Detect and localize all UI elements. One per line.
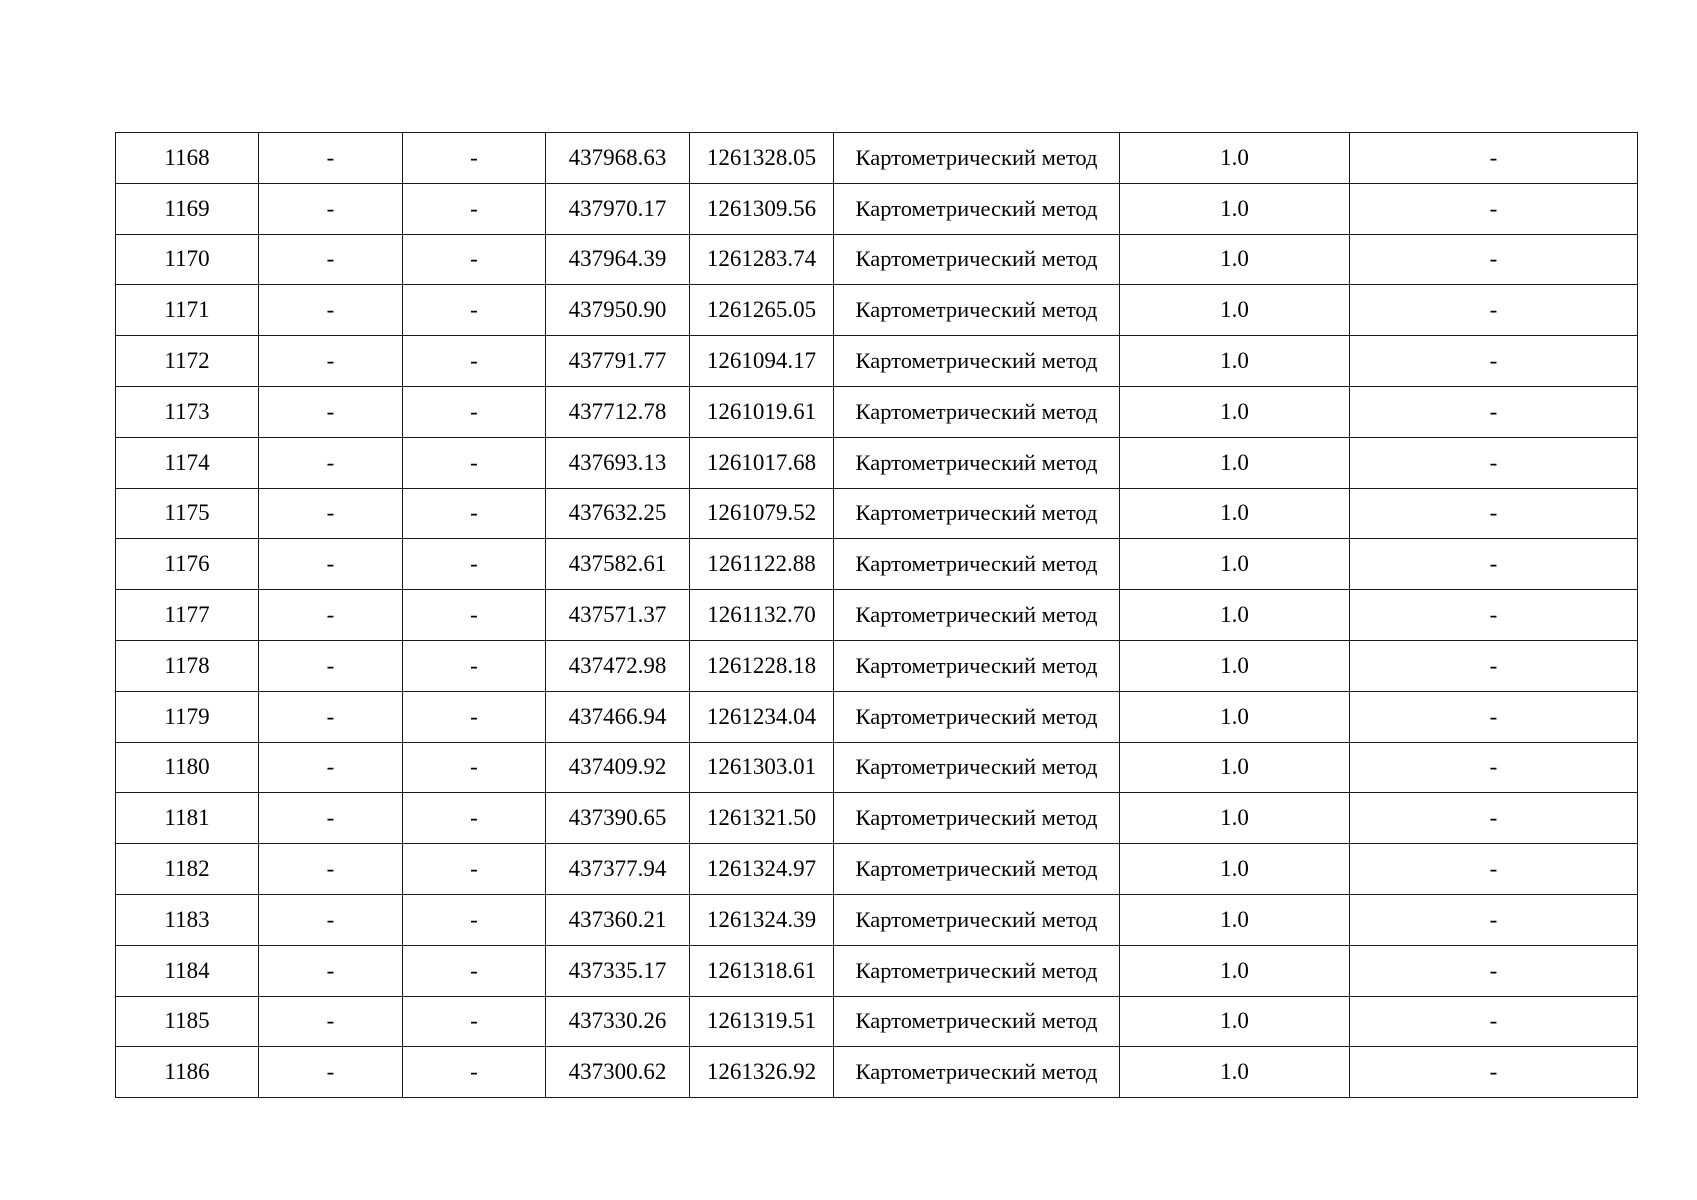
table-row (116, 133, 1638, 184)
x-coordinate-cell: 437950.90 (546, 285, 690, 336)
method-cell: Картометрический метод (834, 133, 1120, 184)
x-coordinate-cell: 437964.39 (546, 234, 690, 285)
point-number-cell: 1186 (116, 1047, 259, 1098)
accuracy-cell: 1.0 (1120, 945, 1350, 996)
accuracy-cell: 1.0 (1120, 488, 1350, 539)
method-cell: Картометрический метод (834, 183, 1120, 234)
x-coordinate-cell: 437335.17 (546, 945, 690, 996)
empty-cell: - (259, 996, 403, 1047)
table-body (116, 133, 1638, 1098)
empty-cell: - (259, 1047, 403, 1098)
table-row (116, 996, 1638, 1047)
y-coordinate-cell: 1261122.88 (690, 539, 834, 590)
empty-cell: - (403, 336, 546, 387)
method-cell: Картометрический метод (834, 894, 1120, 945)
point-number-cell: 1172 (116, 336, 259, 387)
x-coordinate-cell: 437377.94 (546, 844, 690, 895)
y-coordinate-cell: 1261318.61 (690, 945, 834, 996)
accuracy-cell: 1.0 (1120, 691, 1350, 742)
accuracy-cell: 1.0 (1120, 640, 1350, 691)
empty-cell: - (1350, 386, 1638, 437)
accuracy-cell: 1.0 (1120, 996, 1350, 1047)
empty-cell: - (259, 437, 403, 488)
empty-cell: - (403, 590, 546, 641)
point-number-cell: 1171 (116, 285, 259, 336)
table-row (116, 183, 1638, 234)
empty-cell: - (259, 336, 403, 387)
y-coordinate-cell: 1261324.97 (690, 844, 834, 895)
accuracy-cell: 1.0 (1120, 437, 1350, 488)
empty-cell: - (403, 691, 546, 742)
method-cell: Картометрический метод (834, 386, 1120, 437)
table-row (116, 285, 1638, 336)
table-row (116, 590, 1638, 641)
empty-cell: - (1350, 590, 1638, 641)
x-coordinate-cell: 437300.62 (546, 1047, 690, 1098)
point-number-cell: 1173 (116, 386, 259, 437)
empty-cell: - (1350, 234, 1638, 285)
empty-cell: - (259, 640, 403, 691)
empty-cell: - (259, 844, 403, 895)
point-number-cell: 1170 (116, 234, 259, 285)
method-cell: Картометрический метод (834, 742, 1120, 793)
accuracy-cell: 1.0 (1120, 894, 1350, 945)
empty-cell: - (259, 793, 403, 844)
x-coordinate-cell: 437582.61 (546, 539, 690, 590)
y-coordinate-cell: 1261309.56 (690, 183, 834, 234)
empty-cell: - (259, 894, 403, 945)
accuracy-cell: 1.0 (1120, 285, 1350, 336)
y-coordinate-cell: 1261094.17 (690, 336, 834, 387)
method-cell: Картометрический метод (834, 488, 1120, 539)
table-row (116, 386, 1638, 437)
y-coordinate-cell: 1261319.51 (690, 996, 834, 1047)
x-coordinate-cell: 437968.63 (546, 133, 690, 184)
accuracy-cell: 1.0 (1120, 1047, 1350, 1098)
point-number-cell: 1184 (116, 945, 259, 996)
method-cell: Картометрический метод (834, 590, 1120, 641)
table-row (116, 691, 1638, 742)
empty-cell: - (403, 996, 546, 1047)
table-row (116, 945, 1638, 996)
x-coordinate-cell: 437466.94 (546, 691, 690, 742)
empty-cell: - (1350, 844, 1638, 895)
accuracy-cell: 1.0 (1120, 386, 1350, 437)
method-cell: Картометрический метод (834, 437, 1120, 488)
empty-cell: - (259, 285, 403, 336)
empty-cell: - (259, 386, 403, 437)
x-coordinate-cell: 437970.17 (546, 183, 690, 234)
empty-cell: - (403, 1047, 546, 1098)
accuracy-cell: 1.0 (1120, 234, 1350, 285)
empty-cell: - (1350, 793, 1638, 844)
empty-cell: - (403, 183, 546, 234)
empty-cell: - (403, 234, 546, 285)
coordinates-table (115, 132, 1638, 1098)
table-row (116, 844, 1638, 895)
x-coordinate-cell: 437712.78 (546, 386, 690, 437)
empty-cell: - (1350, 133, 1638, 184)
table-row (116, 1047, 1638, 1098)
point-number-cell: 1177 (116, 590, 259, 641)
accuracy-cell: 1.0 (1120, 133, 1350, 184)
point-number-cell: 1168 (116, 133, 259, 184)
y-coordinate-cell: 1261265.05 (690, 285, 834, 336)
empty-cell: - (1350, 336, 1638, 387)
empty-cell: - (1350, 691, 1638, 742)
method-cell: Картометрический метод (834, 844, 1120, 895)
point-number-cell: 1176 (116, 539, 259, 590)
accuracy-cell: 1.0 (1120, 590, 1350, 641)
accuracy-cell: 1.0 (1120, 844, 1350, 895)
x-coordinate-cell: 437571.37 (546, 590, 690, 641)
point-number-cell: 1180 (116, 742, 259, 793)
method-cell: Картометрический метод (834, 691, 1120, 742)
accuracy-cell: 1.0 (1120, 336, 1350, 387)
method-cell: Картометрический метод (834, 234, 1120, 285)
x-coordinate-cell: 437632.25 (546, 488, 690, 539)
y-coordinate-cell: 1261324.39 (690, 894, 834, 945)
empty-cell: - (259, 234, 403, 285)
x-coordinate-cell: 437693.13 (546, 437, 690, 488)
x-coordinate-cell: 437409.92 (546, 742, 690, 793)
y-coordinate-cell: 1261326.92 (690, 1047, 834, 1098)
accuracy-cell: 1.0 (1120, 793, 1350, 844)
point-number-cell: 1179 (116, 691, 259, 742)
empty-cell: - (403, 437, 546, 488)
point-number-cell: 1181 (116, 793, 259, 844)
y-coordinate-cell: 1261019.61 (690, 386, 834, 437)
empty-cell: - (259, 691, 403, 742)
empty-cell: - (403, 488, 546, 539)
accuracy-cell: 1.0 (1120, 742, 1350, 793)
empty-cell: - (259, 945, 403, 996)
empty-cell: - (259, 539, 403, 590)
empty-cell: - (403, 793, 546, 844)
table-row (116, 894, 1638, 945)
y-coordinate-cell: 1261328.05 (690, 133, 834, 184)
y-coordinate-cell: 1261321.50 (690, 793, 834, 844)
empty-cell: - (259, 133, 403, 184)
empty-cell: - (259, 183, 403, 234)
point-number-cell: 1169 (116, 183, 259, 234)
point-number-cell: 1174 (116, 437, 259, 488)
empty-cell: - (1350, 894, 1638, 945)
empty-cell: - (1350, 742, 1638, 793)
empty-cell: - (403, 133, 546, 184)
method-cell: Картометрический метод (834, 285, 1120, 336)
point-number-cell: 1185 (116, 996, 259, 1047)
y-coordinate-cell: 1261079.52 (690, 488, 834, 539)
empty-cell: - (1350, 488, 1638, 539)
table-row (116, 793, 1638, 844)
accuracy-cell: 1.0 (1120, 539, 1350, 590)
y-coordinate-cell: 1261283.74 (690, 234, 834, 285)
empty-cell: - (403, 640, 546, 691)
table-row (116, 742, 1638, 793)
empty-cell: - (1350, 996, 1638, 1047)
empty-cell: - (403, 894, 546, 945)
x-coordinate-cell: 437390.65 (546, 793, 690, 844)
empty-cell: - (403, 945, 546, 996)
method-cell: Картометрический метод (834, 1047, 1120, 1098)
empty-cell: - (1350, 1047, 1638, 1098)
point-number-cell: 1178 (116, 640, 259, 691)
table-row (116, 488, 1638, 539)
x-coordinate-cell: 437330.26 (546, 996, 690, 1047)
y-coordinate-cell: 1261132.70 (690, 590, 834, 641)
empty-cell: - (403, 539, 546, 590)
y-coordinate-cell: 1261303.01 (690, 742, 834, 793)
empty-cell: - (403, 742, 546, 793)
empty-cell: - (403, 844, 546, 895)
point-number-cell: 1182 (116, 844, 259, 895)
empty-cell: - (1350, 539, 1638, 590)
empty-cell: - (1350, 285, 1638, 336)
empty-cell: - (1350, 945, 1638, 996)
accuracy-cell: 1.0 (1120, 183, 1350, 234)
empty-cell: - (1350, 183, 1638, 234)
table-row (116, 234, 1638, 285)
table-row (116, 539, 1638, 590)
x-coordinate-cell: 437791.77 (546, 336, 690, 387)
method-cell: Картометрический метод (834, 539, 1120, 590)
empty-cell: - (259, 590, 403, 641)
empty-cell: - (1350, 640, 1638, 691)
y-coordinate-cell: 1261234.04 (690, 691, 834, 742)
y-coordinate-cell: 1261228.18 (690, 640, 834, 691)
empty-cell: - (403, 386, 546, 437)
method-cell: Картометрический метод (834, 640, 1120, 691)
method-cell: Картометрический метод (834, 793, 1120, 844)
y-coordinate-cell: 1261017.68 (690, 437, 834, 488)
point-number-cell: 1183 (116, 894, 259, 945)
point-number-cell: 1175 (116, 488, 259, 539)
method-cell: Картометрический метод (834, 996, 1120, 1047)
empty-cell: - (259, 742, 403, 793)
table-row (116, 640, 1638, 691)
table-row (116, 336, 1638, 387)
table-row (116, 437, 1638, 488)
method-cell: Картометрический метод (834, 336, 1120, 387)
method-cell: Картометрический метод (834, 945, 1120, 996)
empty-cell: - (403, 285, 546, 336)
x-coordinate-cell: 437360.21 (546, 894, 690, 945)
x-coordinate-cell: 437472.98 (546, 640, 690, 691)
empty-cell: - (1350, 437, 1638, 488)
empty-cell: - (259, 488, 403, 539)
